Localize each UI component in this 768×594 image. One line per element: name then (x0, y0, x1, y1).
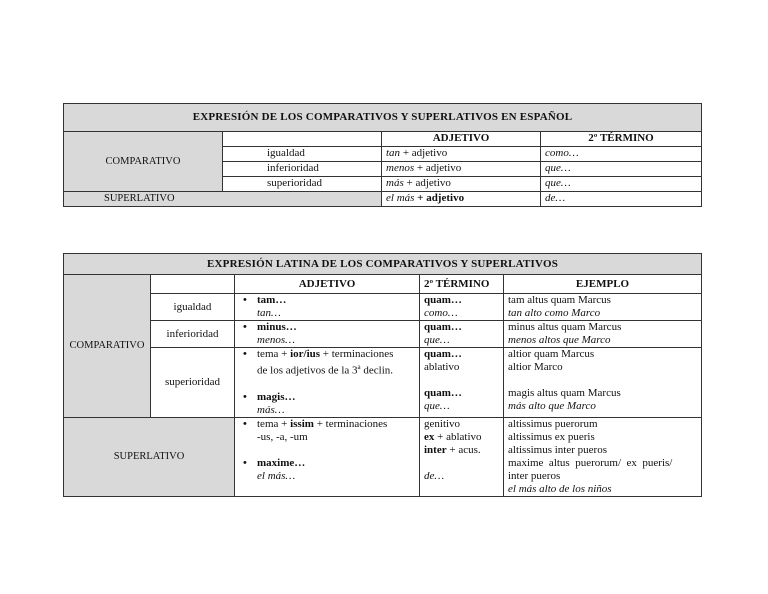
adjetivo-line2: -us, -a, -um (257, 430, 308, 443)
ejemplo-latin: altior Marco (508, 361, 563, 373)
table2-termino-cell (420, 294, 504, 321)
adjetivo-rest: + adjetivo (400, 147, 448, 159)
table1-row-label: inferioridad (223, 162, 382, 177)
termino-ablativo: ablativo (424, 361, 460, 373)
table1-adjetivo-cell (382, 147, 541, 162)
table2-comparativo-label: COMPARATIVO (64, 275, 151, 418)
spanish-comparatives-table (63, 103, 702, 207)
termino-es: de… (424, 469, 445, 482)
table2-row-label-igualdad: igualdad (151, 294, 235, 321)
termino-es: como… (424, 307, 458, 319)
ejemplo-latin: tam altus quam Marcus (508, 294, 611, 306)
adjetivo-latin: • tam… (239, 294, 415, 307)
term-text: + ablativo (434, 430, 482, 443)
table1-row-label: superioridad (223, 177, 382, 192)
table2-ejemplo-cell (504, 417, 702, 496)
sup-adjetivo-italic: el más (386, 192, 415, 204)
adjetivo-es: más… (257, 403, 285, 416)
ejemplo-latin: altior quam Marcus (508, 348, 595, 360)
table2-ejemplo-cell (504, 294, 702, 321)
table2-col-adjetivo: ADJETIVO (235, 275, 420, 294)
adjetivo-es: tan… (257, 307, 281, 319)
ejemplo-es: más alto que Marco (508, 400, 596, 412)
adj-text: de los adjetivos de la 3 (257, 364, 358, 377)
termino-latin: quam… (424, 294, 462, 306)
table2-col-segundo-termino: 2º TÉRMINO (420, 275, 504, 294)
table1-col-segundo-termino: 2º TÉRMINO (541, 132, 702, 147)
table2-adjetivo-cell (235, 417, 420, 496)
table1-adjetivo-cell (382, 162, 541, 177)
table1-row-label: igualdad (223, 147, 382, 162)
ejemplo-latin: inter pueros (508, 469, 561, 482)
table1-comparativo-label: COMPARATIVO (64, 132, 223, 192)
ejemplo-latin: maxime altus puerorum/ ex pueris/ (508, 456, 673, 469)
term-bold: ex (424, 430, 435, 443)
table-row (64, 294, 702, 321)
table1-sup-termino: de… (541, 192, 702, 207)
adjetivo-line2 (239, 361, 415, 378)
termino-es: que… (424, 400, 450, 412)
ejemplo-es: tan alto como Marco (508, 307, 601, 319)
adjetivo-rest: + adjetivo (414, 162, 462, 174)
table1-empty-header (223, 132, 382, 147)
adj-bold: issim (290, 417, 314, 430)
table-row (64, 321, 702, 348)
adjetivo-italic: menos (386, 162, 415, 174)
table1-title: EXPRESIÓN DE LOS COMPARATIVOS Y SUPERLATIVOS EN ESPAÑOL (64, 104, 702, 132)
adj-text: declin. (360, 364, 394, 377)
table1-termino-cell: que… (541, 162, 702, 177)
table2-adjetivo-cell (235, 348, 420, 418)
adjetivo-italic: más (386, 177, 404, 189)
termino-latin: quam… (424, 387, 462, 399)
table2-termino-cell (420, 321, 504, 348)
adj-bold: ior/ius (290, 348, 321, 360)
table2-row-label-superioridad: superioridad (151, 348, 235, 418)
termino-es: que… (424, 334, 450, 346)
table2-ejemplo-cell (504, 348, 702, 418)
adj-text: tema + (257, 348, 291, 360)
table1-col-adjetivo: ADJETIVO (382, 132, 541, 147)
table2-superlativo-label: SUPERLATIVO (64, 417, 235, 496)
table1-termino-cell: como… (541, 147, 702, 162)
table2-adjetivo-cell (235, 294, 420, 321)
adjetivo-italic: tan (386, 147, 401, 159)
adj-text: + terminaciones (313, 417, 388, 430)
adjetivo-es: el más… (257, 469, 296, 482)
term-text: + acus. (446, 443, 481, 456)
table-row (64, 417, 702, 496)
ejemplo-latin: altissimus ex pueris (508, 430, 595, 443)
table1-termino-cell: que… (541, 177, 702, 192)
latin-comparatives-table (63, 253, 702, 497)
table2-col-ejemplo: EJEMPLO (504, 275, 702, 294)
adjetivo-rest: + adjetivo (403, 177, 451, 189)
ejemplo-latin: altissimus puerorum (508, 417, 598, 430)
table2-termino-cell (420, 417, 504, 496)
adj-text: tema + (257, 417, 291, 430)
termino-ex (424, 431, 499, 444)
adjetivo-es: menos… (257, 334, 295, 346)
table1-sup-adjetivo (382, 192, 541, 207)
table2-ejemplo-cell (504, 321, 702, 348)
table2-adjetivo-cell (235, 321, 420, 348)
termino-latin: quam… (424, 321, 462, 333)
adjetivo-latin: • maxime… (239, 457, 415, 470)
table1-adjetivo-cell (382, 177, 541, 192)
table2-title: EXPRESIÓN LATINA DE LOS COMPARATIVOS Y SUPERLATIVOS (64, 254, 702, 275)
adj-text: + terminaciones (320, 348, 394, 360)
adjetivo-latin: • minus… (239, 321, 415, 334)
ejemplo-latin: magis altus quam Marcus (508, 387, 621, 399)
term-bold: inter (424, 443, 447, 456)
ejemplo-es: el más alto de los niños (508, 482, 612, 495)
table-row (64, 348, 702, 418)
ejemplo-latin: altissimus inter pueros (508, 443, 607, 456)
table2-termino-cell (420, 348, 504, 418)
sup-adjetivo-rest: + adjetivo (414, 192, 465, 204)
table2-row-label-inferioridad: inferioridad (151, 321, 235, 348)
table-row (64, 192, 702, 207)
adj-superscript: a (357, 363, 361, 371)
termino-latin: quam… (424, 348, 462, 360)
ejemplo-es: menos altos que Marco (508, 334, 611, 346)
adjetivo-latin: • magis… (239, 391, 415, 404)
table2-empty-header (151, 275, 235, 294)
table1-superlativo-label: SUPERLATIVO (64, 192, 382, 207)
ejemplo-latin: minus altus quam Marcus (508, 321, 622, 333)
adjetivo-line1 (239, 418, 415, 431)
adjetivo-line1 (239, 348, 415, 361)
termino-genitivo: genitivo (424, 417, 461, 430)
termino-inter (424, 444, 499, 457)
